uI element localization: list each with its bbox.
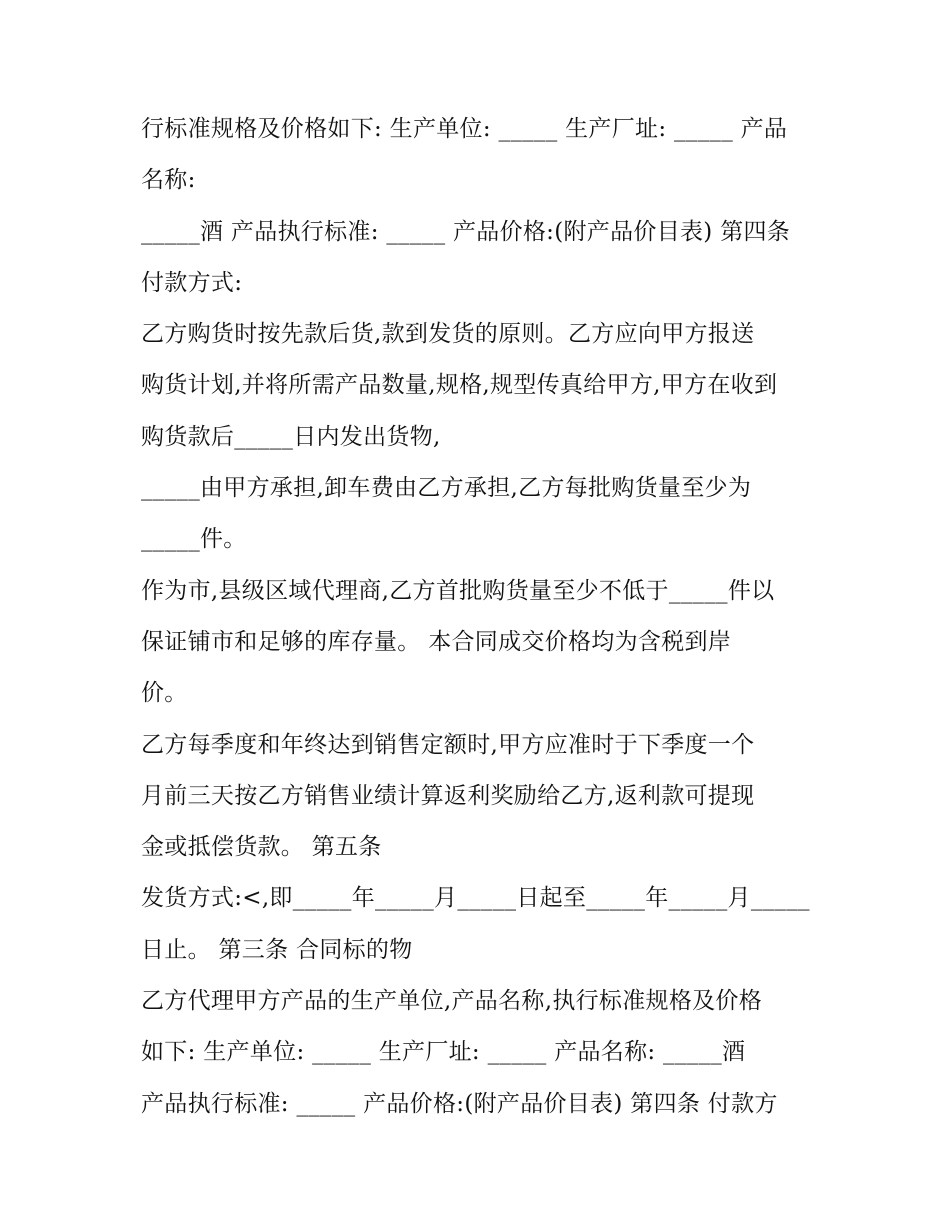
text-line: 价。 — [141, 680, 188, 707]
text-line: 购货计划,并将所需产品数量,规格,规型传真给甲方,甲方在收到 — [141, 372, 778, 399]
text-line: 保证铺市和足够的库存量。 本合同成交价格均为含税到岸 — [141, 628, 732, 655]
text-line: 付款方式: — [141, 269, 243, 296]
text-line: 乙方每季度和年终达到销售定额时,甲方应准时于下季度一个 — [141, 731, 755, 758]
text-line: 如下: 生产单位: _____ 生产厂址: _____ 产品名称: _____酒 — [141, 1039, 746, 1066]
text-line: 发货方式:<,即_____年_____月_____日起至_____年_____月_____ — [141, 885, 810, 912]
text-line: 产品执行标准: _____ 产品价格:(附产品价目表) 第四条 付款方 — [141, 1090, 778, 1117]
text-line: 名称: — [141, 167, 196, 194]
text-line: 金或抵偿货款。 第五条 — [141, 834, 382, 861]
text-line: _____酒 产品执行标准: _____ 产品价格:(附产品价目表) 第四条 — [141, 218, 791, 245]
text-line: 购货款后_____日内发出货物, — [141, 423, 441, 450]
text-line: _____件。 — [141, 526, 247, 553]
text-line: 作为市,县级区域代理商,乙方首批购货量至少不低于_____件以 — [141, 577, 775, 604]
text-line: 月前三天按乙方销售业绩计算返利奖励给乙方,返利款可提现 — [141, 782, 755, 809]
text-line: 乙方购货时按先款后货,款到发货的原则。乙方应向甲方报送 — [141, 321, 755, 348]
text-line: 日止。 第三条 合同标的物 — [141, 936, 413, 963]
text-line: 行标准规格及价格如下: 生产单位: _____ 生产厂址: _____ 产品 — [141, 116, 788, 142]
text-line: 乙方代理甲方产品的生产单位,产品名称,执行标准规格及价格 — [141, 988, 763, 1015]
text-line: _____由甲方承担,卸车费由乙方承担,乙方每批购货量至少为 — [141, 475, 752, 502]
document-body — [141, 106, 821, 1132]
